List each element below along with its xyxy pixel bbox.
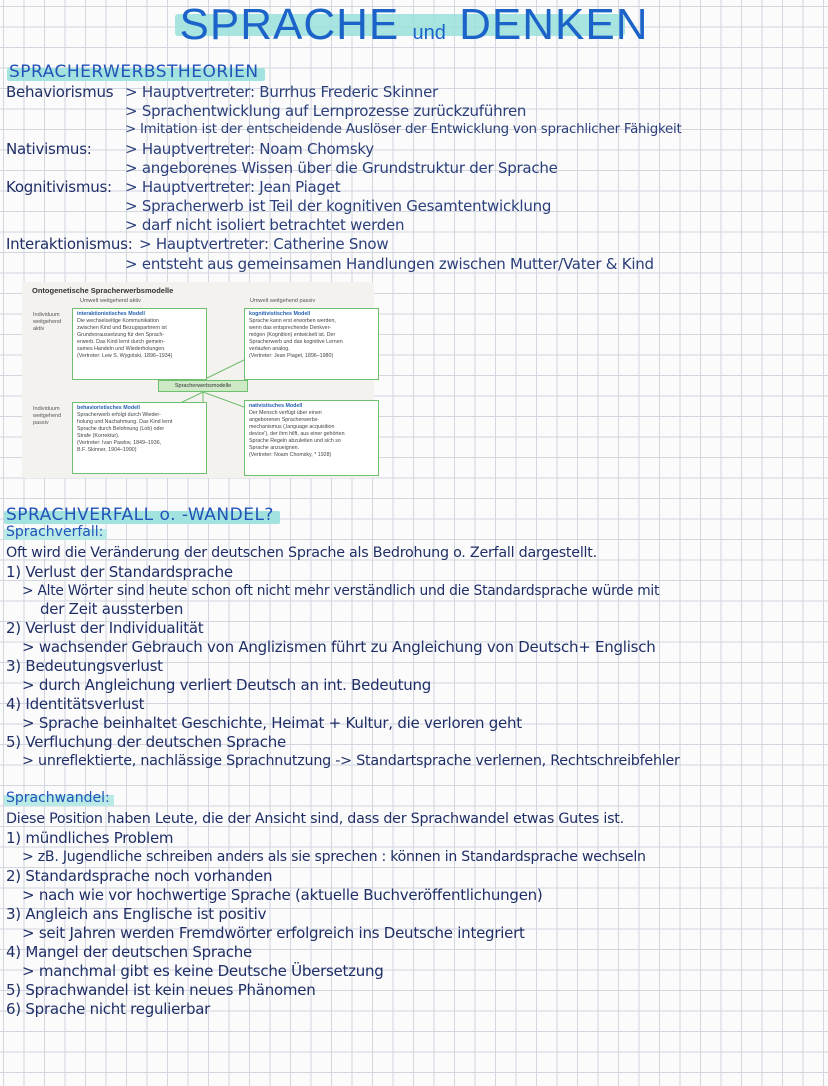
verfall-line: > Sprache beinhaltet Geschichte, Heimat + Kultur, die verloren geht <box>22 714 522 732</box>
subheading-sprachwandel: Sprachwandel: <box>6 790 110 806</box>
verfall-line: Oft wird die Veränderung der deutschen Sprache als Bedrohung o. Zerfall dargestellt. <box>6 545 597 561</box>
theory-line: > darf nicht isoliert betrachtet werden <box>125 216 405 234</box>
label-kognitivismus: Kognitivismus: <box>6 178 112 196</box>
wandel-line: 4) Mangel der deutschen Sprache <box>6 943 253 961</box>
theory-line: > Hauptvertreter: Catherine Snow <box>139 235 389 253</box>
title-und: und <box>412 22 446 44</box>
box-kognitivistisch: kognitivistisches Modell Sprache kann erst erworben werden, wenn das entsprechende Denkver- mögen (Kognition) entwickelt ist. Der Spracherwerb und das kognitive Lernen verlaufen analog. (Vertreter: Jean Piaget, 1896–1980) <box>244 308 379 380</box>
verfall-line: > Alte Wörter sind heute schon oft nicht mehr verständlich und die Standardsprache würde mit <box>22 583 660 599</box>
page-title <box>0 0 828 50</box>
label-interaktionismus: Interaktionismus: <box>6 235 133 253</box>
center-node: Spracherwerbsmodelle <box>158 380 248 392</box>
wandel-line: > seit Jahren werden Fremdwörter erfolgreich ins Deutsche integriert <box>22 924 525 942</box>
individual-active-label: Individuum weitgehend aktiv <box>33 312 62 332</box>
wandel-line: > nach wie vor hochwertige Sprache (aktuelle Buchveröffentlichungen) <box>22 886 543 904</box>
label-behaviorismus: Behaviorismus <box>6 83 114 101</box>
wandel-line: 3) Angleich ans Englische ist positiv <box>6 905 267 923</box>
verfall-line: 2) Verlust der Individualität <box>6 619 204 637</box>
title-word-1: SPRACHE <box>179 0 400 49</box>
title-word-2: DENKEN <box>459 0 649 49</box>
individual-passive-label: Individuum weitgehend passiv <box>33 406 62 426</box>
wandel-line: 2) Standardsprache noch vorhanden <box>6 867 273 885</box>
diagram-title: Ontogenetische Spracherwerbsmodelle <box>32 286 174 295</box>
verfall-line: 5) Verfluchung der deutschen Sprache <box>6 733 286 751</box>
theory-line: > Hauptvertreter: Noam Chomsky <box>125 140 374 158</box>
verfall-line: > unreflektierte, nachlässige Sprachnutzung -> Standartsprache verlernen, Rechtschreibfehler <box>22 753 680 769</box>
wandel-line: > manchmal gibt es keine Deutsche Übersetzung <box>22 962 384 980</box>
theory-line: > Sprachentwicklung auf Lernprozesse zurückzuführen <box>125 102 527 120</box>
subheading-sprachverfall: Sprachverfall: <box>6 524 103 540</box>
theory-line: > Imitation ist der entscheidende Auslöser der Entwicklung von sprachlicher Fähigkeit <box>125 122 682 137</box>
verfall-line: 3) Bedeutungsverlust <box>6 657 163 675</box>
section-heading-sprachverfall: SPRACHVERFALL o. -WANDEL? <box>6 505 274 525</box>
verfall-line: 4) Identitätsverlust <box>6 695 145 713</box>
box-nativistisch: nativistisches Modell Der Mensch verfügt über einen angeborenen Spracherwerbs- mechanismus (‚language acquisition device'), der ihm hilft, aus einer gehörten Sprache Regeln abzuleiten und sich so Sprache anzueignen. (Vertreter: Noam Chomsky, * 1928) <box>244 400 379 476</box>
wandel-line: Diese Position haben Leute, die der Ansicht sind, dass der Sprachwandel etwas Gutes ist. <box>6 811 624 827</box>
wandel-line: 1) mündliches Problem <box>6 829 174 847</box>
label-nativismus: Nativismus: <box>6 140 92 158</box>
theory-line: > Hauptvertreter: Burrhus Frederic Skinner <box>125 83 438 101</box>
theory-line: > Spracherwerb ist Teil der kognitiven Gesamtentwicklung <box>125 197 552 215</box>
env-passive-label: Umwelt weitgehend passiv <box>250 298 316 304</box>
box-behavioristisch: behavioristisches Modell Spracherwerb erfolgt durch Wieder- holung und Nachahmung. Das Kind lernt Sprache durch Belohnung (Lob) oder Strafe (Korrektur). (Vertreter: Ivan Pawlov, 1849–1936, B.F. Skinner, 1904–1990) <box>72 402 207 474</box>
wandel-line: 6) Sprache nicht regulierbar <box>6 1000 211 1018</box>
verfall-line: > durch Angleichung verliert Deutsch an int. Bedeutung <box>22 676 432 694</box>
theory-line: > Hauptvertreter: Jean Piaget <box>125 178 341 196</box>
verfall-line: der Zeit aussterben <box>40 600 184 618</box>
box-interaktionistisch: interaktionistisches Modell Die wechselseitige Kommunikation zwischen Kind und Bezugspartnern ist Grundvoraussetzung für den Sprach- erwerb. Das Kind lernt durch gemein- sames Handeln und Wiederholungen. (Vertreter: Lew S. Wygotski, 1896–1934) <box>72 308 207 380</box>
wandel-line: 5) Sprachwandel ist kein neues Phänomen <box>6 981 316 999</box>
wandel-line: > zB. Jugendliche schreiben anders als sie sprechen : können in Standardsprache wechseln <box>22 849 646 865</box>
spracherwerbsmodelle-diagram <box>22 282 374 478</box>
verfall-line: 1) Verlust der Standardsprache <box>6 563 233 581</box>
verfall-line: > wachsender Gebrauch von Anglizismen führt zu Angleichung von Deutsch+ Englisch <box>22 638 656 656</box>
theory-line: > entsteht aus gemeinsamen Handlungen zwischen Mutter/Vater & Kind <box>125 255 654 273</box>
theory-line: > angeborenes Wissen über die Grundstruktur der Sprache <box>125 159 558 177</box>
section-heading-spracherwerb: SPRACHERWERBSTHEORIEN <box>9 62 259 82</box>
env-active-label: Umwelt weitgehend aktiv <box>80 298 141 304</box>
